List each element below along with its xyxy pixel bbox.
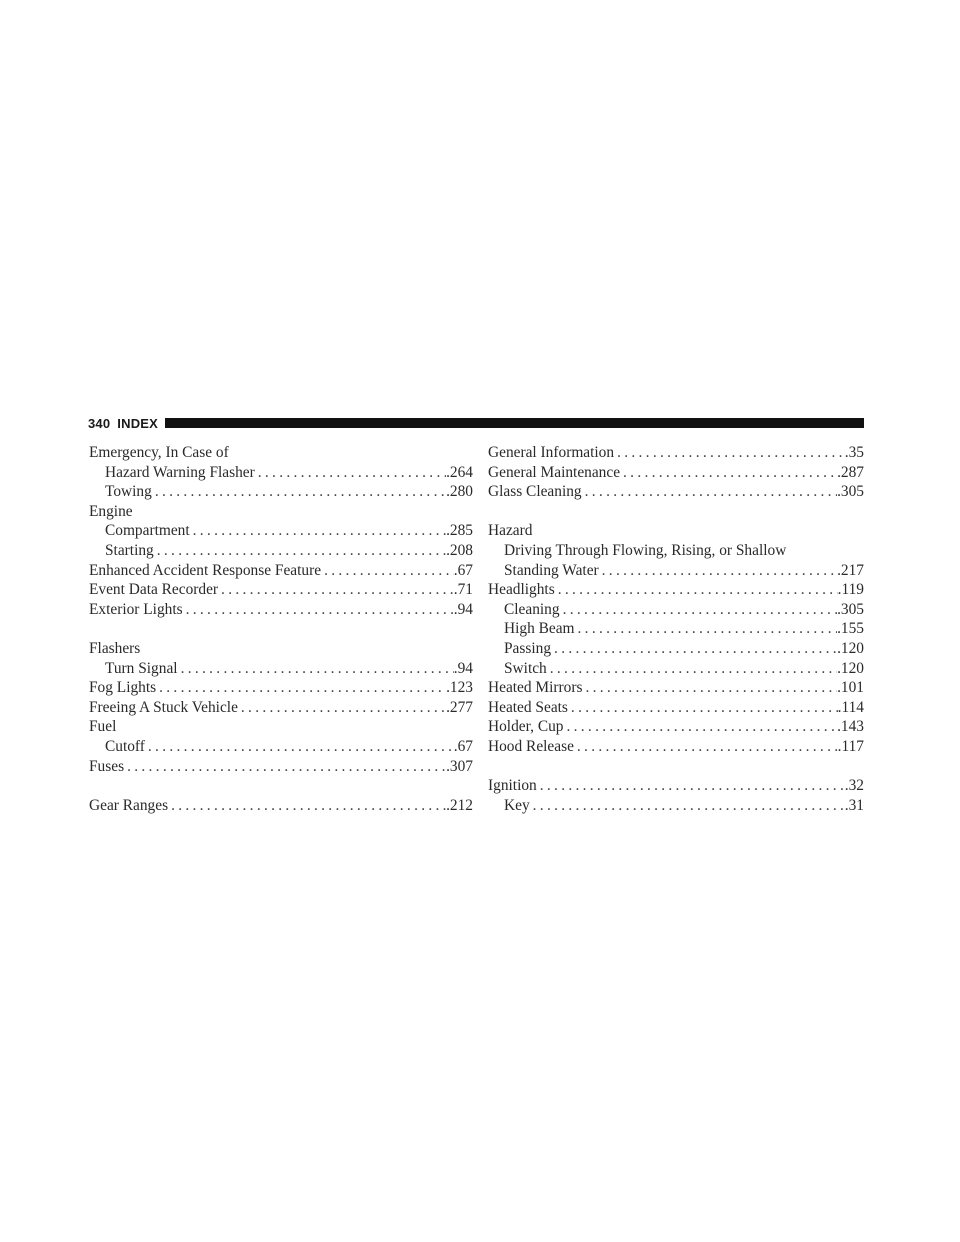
dot-leader — [550, 659, 837, 679]
index-entry — [488, 737, 864, 757]
entry-label: Switch — [504, 659, 547, 677]
entry-label: Towing — [105, 483, 152, 501]
index-subentry — [89, 463, 473, 483]
index-entry — [488, 463, 864, 483]
dot-leader — [585, 678, 837, 698]
entry-page-number: .117 — [837, 737, 864, 755]
index-entry — [488, 580, 864, 600]
dot-leader — [602, 561, 837, 581]
index-subentry — [488, 561, 864, 581]
dot-leader — [186, 600, 454, 620]
entry-label: Glass Cleaning — [488, 483, 582, 501]
entry-label: Fuses — [89, 757, 125, 775]
entry-label: Hood Release — [488, 737, 574, 755]
dot-leader — [540, 776, 845, 796]
entry-label: Enhanced Accident Response Feature — [89, 561, 322, 579]
entry-page-number: .32 — [844, 777, 864, 795]
entry-label: Key — [504, 796, 530, 814]
entry-page-number: .155 — [837, 620, 864, 638]
index-entry — [89, 580, 473, 600]
entry-gap — [89, 619, 473, 639]
dot-leader — [241, 698, 446, 718]
index-entry — [89, 561, 473, 581]
entry-label: Starting — [105, 541, 154, 559]
entry-label: Compartment — [105, 522, 190, 540]
index-entry — [89, 600, 473, 620]
entry-label: Fog Lights — [89, 679, 157, 697]
dot-leader — [623, 463, 837, 483]
index-subentry — [488, 639, 864, 659]
dot-leader — [563, 600, 837, 620]
dot-leader — [159, 678, 446, 698]
entry-label: Fuel — [89, 718, 117, 736]
index-entry — [89, 502, 473, 522]
dot-leader — [533, 796, 845, 816]
dot-leader — [155, 482, 446, 502]
index-entry — [89, 678, 473, 698]
entry-page-number: .94 — [453, 659, 473, 677]
entry-label: Heated Seats — [488, 698, 568, 716]
entry-label: Flashers — [89, 639, 141, 657]
index-entry — [488, 776, 864, 796]
index-subentry — [89, 482, 473, 502]
entry-label: Cleaning — [504, 600, 560, 618]
entry-page-number: .217 — [837, 561, 864, 579]
entry-label: Event Data Recorder — [89, 581, 219, 599]
index-subentry — [488, 541, 864, 561]
header-rule — [165, 418, 864, 428]
entry-page-number: .305 — [837, 600, 864, 618]
entry-label: Gear Ranges — [89, 796, 169, 814]
index-subentry — [488, 796, 864, 816]
section-title: INDEX — [117, 415, 159, 431]
dot-leader — [578, 619, 838, 639]
dot-leader — [566, 717, 837, 737]
index-subentry — [488, 619, 864, 639]
entry-label: Cutoff — [105, 737, 145, 755]
entry-gap — [89, 776, 473, 796]
index-entry — [89, 757, 473, 777]
page-header — [88, 415, 864, 431]
entry-page-number: .67 — [453, 737, 473, 755]
page-header-text — [88, 416, 158, 431]
dot-leader — [617, 443, 845, 463]
entry-page-number: .287 — [837, 463, 864, 481]
entry-label: Ignition — [488, 777, 537, 795]
entry-page-number: .264 — [446, 463, 473, 481]
entry-label: Hazard — [488, 522, 533, 540]
entry-label: Headlights — [488, 581, 555, 599]
dot-leader — [558, 580, 838, 600]
index-column-right — [488, 443, 864, 815]
entry-page-number: .123 — [446, 679, 473, 697]
entry-page-number: .119 — [837, 581, 864, 599]
index-entry — [89, 698, 473, 718]
dot-leader — [127, 757, 446, 777]
index-subentry — [89, 659, 473, 679]
dot-leader — [221, 580, 454, 600]
dot-leader — [585, 482, 837, 502]
index-entry — [488, 698, 864, 718]
entry-label: Passing — [504, 639, 552, 657]
index-entry — [89, 639, 473, 659]
index-subentry — [89, 521, 473, 541]
index-subentry — [89, 737, 473, 757]
entry-page-number: .120 — [837, 659, 864, 677]
index-entry — [488, 482, 864, 502]
entry-page-number: .208 — [446, 541, 473, 559]
dot-leader — [181, 659, 454, 679]
entry-page-number: .114 — [837, 698, 864, 716]
entry-label: Turn Signal — [105, 659, 178, 677]
dot-leader — [571, 698, 838, 718]
entry-page-number: .31 — [844, 796, 864, 814]
entry-page-number: .67 — [453, 561, 473, 579]
index-entry — [89, 717, 473, 737]
entry-label: Holder, Cup — [488, 718, 564, 736]
dot-leader — [577, 737, 838, 757]
entry-label: Freeing A Stuck Vehicle — [89, 698, 238, 716]
index-subentry — [89, 541, 473, 561]
entry-page-number: .143 — [837, 718, 864, 736]
entry-page-number: .280 — [446, 483, 473, 501]
dot-leader — [554, 639, 837, 659]
entry-page-number: .277 — [446, 698, 473, 716]
entry-label: Driving Through Flowing, Rising, or Shallow — [504, 541, 787, 559]
entry-gap — [488, 502, 864, 522]
entry-label: Hazard Warning Flasher — [105, 463, 255, 481]
entry-label: General Information — [488, 444, 615, 461]
entry-page-number: .94 — [453, 600, 473, 618]
entry-page-number: .212 — [446, 796, 473, 814]
index-subentry — [488, 600, 864, 620]
entry-label: Exterior Lights — [89, 600, 183, 618]
index-column-left — [89, 443, 473, 815]
entry-page-number: .120 — [837, 639, 864, 657]
entry-gap — [488, 757, 864, 777]
entry-page-number: .101 — [837, 679, 864, 697]
index-entry — [488, 678, 864, 698]
index-entry — [488, 717, 864, 737]
entry-label: General Maintenance — [488, 463, 621, 481]
index-entry — [488, 521, 864, 541]
entry-label: Standing Water — [504, 561, 599, 579]
dot-leader — [157, 541, 446, 561]
index-entry — [89, 443, 473, 463]
dot-leader — [171, 796, 446, 816]
dot-leader — [193, 521, 446, 541]
dot-leader — [324, 561, 454, 581]
entry-page-number: .71 — [453, 581, 473, 599]
entry-label: Emergency, In Case of — [89, 444, 229, 461]
index-entry — [488, 443, 864, 463]
entry-page-number: .35 — [844, 444, 864, 461]
entry-label: High Beam — [504, 620, 575, 638]
entry-label: Engine — [89, 502, 133, 520]
index-entry — [89, 796, 473, 816]
entry-page-number: .305 — [837, 483, 864, 501]
entry-page-number: .285 — [446, 522, 473, 540]
entry-page-number: .307 — [446, 757, 473, 775]
dot-leader — [258, 463, 446, 483]
dot-leader — [148, 737, 454, 757]
page-number: 340 — [88, 415, 111, 431]
index-subentry — [488, 659, 864, 679]
entry-label: Heated Mirrors — [488, 679, 583, 697]
